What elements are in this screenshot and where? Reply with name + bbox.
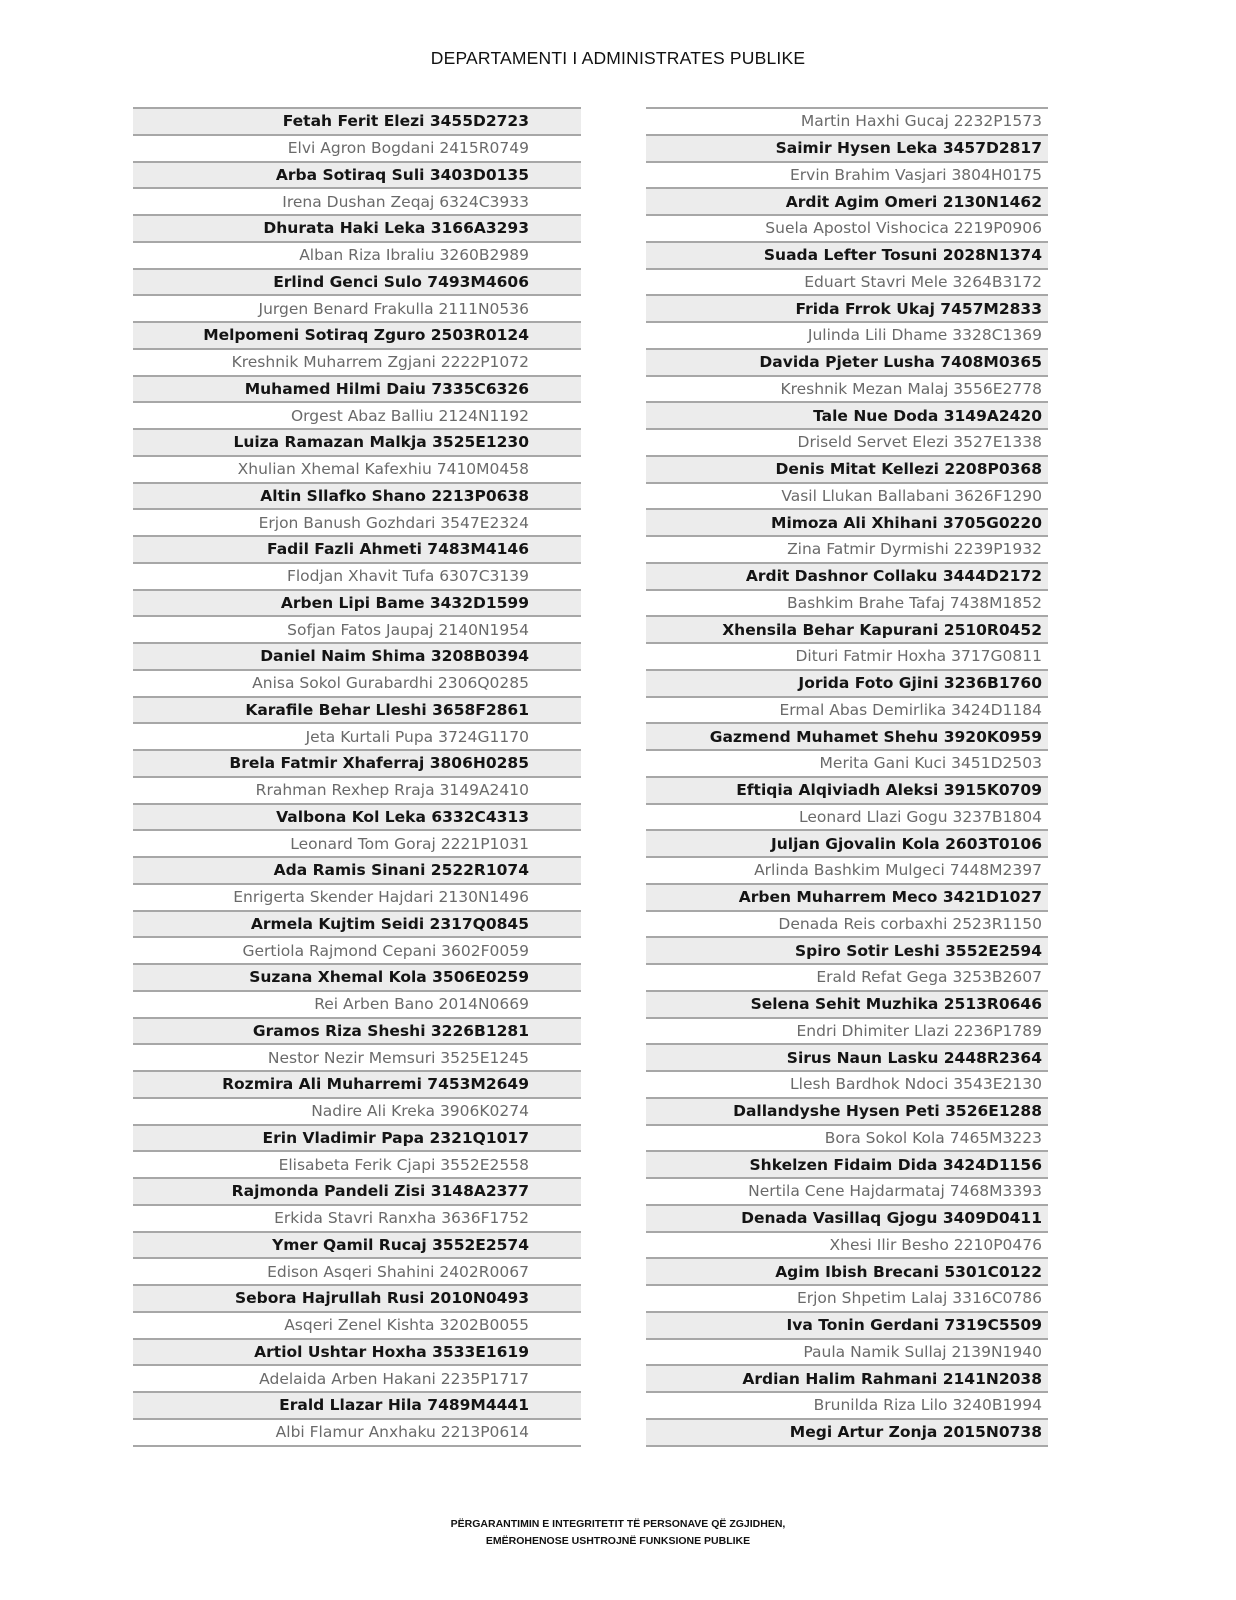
list-item [646, 1097, 1048, 1124]
list-item [646, 1204, 1048, 1231]
list-item [133, 1204, 581, 1231]
list-item [646, 1043, 1048, 1070]
list-item [133, 1284, 581, 1311]
person-entry: Ada Ramis Sinani 2522R1074 [273, 861, 529, 880]
list-item [646, 1150, 1048, 1177]
person-entry: Edison Asqeri Shahini 2402R0067 [267, 1262, 529, 1281]
person-entry: Gazmend Muhamet Shehu 3920K0959 [709, 727, 1042, 746]
right-name-list [646, 107, 1048, 1447]
list-item [133, 1418, 581, 1445]
list-item [646, 535, 1048, 562]
list-item [646, 455, 1048, 482]
person-entry: Martin Haxhi Gucaj 2232P1573 [800, 112, 1042, 131]
person-entry: Davida Pjeter Lusha 7408M0365 [759, 353, 1042, 372]
person-entry: Asqeri Zenel Kishta 3202B0055 [284, 1316, 529, 1335]
person-entry: Sofjan Fatos Jaupaj 2140N1954 [287, 620, 529, 639]
list-item [133, 321, 581, 348]
list-item [646, 1070, 1048, 1097]
list-item [646, 187, 1048, 214]
person-entry: Leonard Llazi Gogu 3237B1804 [799, 807, 1042, 826]
person-entry: Endri Dhimiter Llazi 2236P1789 [796, 1021, 1042, 1040]
list-item [646, 508, 1048, 535]
person-entry: Denada Reis corbaxhi 2523R1150 [778, 914, 1042, 933]
person-entry: Jorida Foto Gjini 3236B1760 [798, 674, 1042, 693]
person-entry: Kreshnik Muharrem Zgjani 2222P1072 [231, 353, 529, 372]
person-entry: Mimoza Ali Xhihani 3705G0220 [771, 513, 1042, 532]
list-item [646, 910, 1048, 937]
list-item [646, 241, 1048, 268]
person-entry: Suada Lefter Tosuni 2028N1374 [763, 246, 1042, 265]
person-entry: Bashkim Brahe Tafaj 7438M1852 [787, 593, 1042, 612]
person-entry: Llesh Bardhok Ndoci 3543E2130 [790, 1075, 1042, 1094]
list-item [133, 401, 581, 428]
person-entry: Ardit Dashnor Collaku 3444D2172 [745, 567, 1042, 586]
list-item [133, 1097, 581, 1124]
person-entry: Julinda Lili Dhame 3328C1369 [807, 326, 1042, 345]
list-item [646, 990, 1048, 1017]
person-entry: Nadire Ali Kreka 3906K0274 [311, 1102, 529, 1121]
list-item [133, 1043, 581, 1070]
person-entry: Erald Llazar Hila 7489M4441 [279, 1396, 529, 1415]
person-entry: Eduart Stavri Mele 3264B3172 [804, 272, 1042, 291]
footer-line-2: EMËROHENOSE USHTROJNË FUNKSIONE PUBLIKE [485, 1535, 751, 1547]
list-item [133, 1311, 581, 1338]
person-entry: Armela Kujtim Seidi 2317Q0845 [250, 914, 529, 933]
list-item [133, 294, 581, 321]
person-entry: Enrigerta Skender Hajdari 2130N1496 [233, 888, 529, 907]
list-item [133, 910, 581, 937]
person-entry: Arben Muharrem Meco 3421D1027 [738, 888, 1042, 907]
list-item [133, 696, 581, 723]
person-entry: Melpomeni Sotiraq Zguro 2503R0124 [203, 326, 529, 345]
person-entry: Nestor Nezir Memsuri 3525E1245 [267, 1048, 529, 1067]
person-entry: Dallandyshe Hysen Peti 3526E1288 [733, 1102, 1042, 1121]
list-item [133, 1364, 581, 1391]
list-item [646, 669, 1048, 696]
list-item [646, 161, 1048, 188]
person-entry: Adelaida Arben Hakani 2235P1717 [259, 1369, 529, 1388]
person-entry: Anisa Sokol Gurabardhi 2306Q0285 [252, 674, 529, 693]
person-entry: Suela Apostol Vishocica 2219P0906 [765, 219, 1042, 238]
list-item [646, 1124, 1048, 1151]
person-entry: Artiol Ushtar Hoxha 3533E1619 [254, 1342, 529, 1361]
person-entry: Erkida Stavri Ranxha 3636F1752 [274, 1209, 529, 1228]
list-item [133, 375, 581, 402]
list-item [646, 1391, 1048, 1418]
list-item [133, 936, 581, 963]
list-item [646, 856, 1048, 883]
list-item [133, 562, 581, 589]
list-item [133, 1177, 581, 1204]
person-entry: Jurgen Benard Frakulla 2111N0536 [258, 299, 529, 318]
list-item [133, 1257, 581, 1284]
list-item [133, 1391, 581, 1418]
person-entry: Vasil Llukan Ballabani 3626F1290 [781, 486, 1042, 505]
person-entry: Xhulian Xhemal Kafexhiu 7410M0458 [237, 460, 529, 479]
person-entry: Kreshnik Mezan Malaj 3556E2778 [780, 379, 1042, 398]
person-entry: Ermal Abas Demirlika 3424D1184 [779, 700, 1042, 719]
list-item [646, 1338, 1048, 1365]
list-item [133, 187, 581, 214]
list-item [646, 107, 1048, 134]
list-item [646, 134, 1048, 161]
person-entry: Iva Tonin Gerdani 7319C5509 [786, 1316, 1042, 1335]
list-item [646, 1257, 1048, 1284]
person-entry: Luiza Ramazan Malkja 3525E1230 [233, 433, 529, 452]
list-item [133, 749, 581, 776]
list-item [133, 1124, 581, 1151]
person-entry: Rrahman Rexhep Rraja 3149A2410 [255, 781, 529, 800]
list-item [646, 803, 1048, 830]
person-entry: Fetah Ferit Elezi 3455D2723 [282, 112, 529, 131]
list-item [646, 936, 1048, 963]
list-item [646, 1364, 1048, 1391]
list-item [646, 589, 1048, 616]
person-entry: Suzana Xhemal Kola 3506E0259 [249, 968, 529, 987]
list-item [133, 1150, 581, 1177]
person-entry: Arlinda Bashkim Mulgeci 7448M2397 [754, 861, 1042, 880]
person-entry: Ymer Qamil Rucaj 3552E2574 [272, 1235, 529, 1254]
list-item [133, 963, 581, 990]
list-bottom-rule [133, 1445, 581, 1447]
person-entry: Irena Dushan Zeqaj 6324C3933 [282, 192, 529, 211]
list-item [133, 722, 581, 749]
person-entry: Merita Gani Kuci 3451D2503 [819, 754, 1042, 773]
person-entry: Brunilda Riza Lilo 3240B1994 [813, 1396, 1042, 1415]
list-item [133, 1231, 581, 1258]
footer-line-1: PËRGARANTIMIN E INTEGRITETIT TË PERSONAVE QË ZGJIDHEN, [450, 1518, 786, 1530]
person-entry: Brela Fatmir Xhaferraj 3806H0285 [229, 754, 529, 773]
person-entry: Frida Frrok Ukaj 7457M2833 [795, 299, 1042, 318]
person-entry: Selena Sehit Muzhika 2513R0646 [750, 995, 1042, 1014]
list-item [133, 589, 581, 616]
person-entry: Arben Lipi Bame 3432D1599 [280, 593, 529, 612]
person-entry: Tale Nue Doda 3149A2420 [813, 406, 1042, 425]
person-entry: Gramos Riza Sheshi 3226B1281 [252, 1021, 529, 1040]
list-item [646, 401, 1048, 428]
person-entry: Rajmonda Pandeli Zisi 3148A2377 [231, 1182, 529, 1201]
person-entry: Albi Flamur Anxhaku 2213P0614 [275, 1423, 529, 1442]
person-entry: Elisabeta Ferik Cjapi 3552E2558 [278, 1155, 529, 1174]
left-name-list [133, 107, 581, 1447]
list-item [133, 642, 581, 669]
list-item [646, 1284, 1048, 1311]
list-item [646, 375, 1048, 402]
list-item [133, 161, 581, 188]
person-entry: Leonard Tom Goraj 2221P1031 [290, 834, 529, 853]
person-entry: Erlind Genci Sulo 7493M4606 [273, 272, 529, 291]
list-item [646, 321, 1048, 348]
person-entry: Rei Arben Bano 2014N0669 [314, 995, 529, 1014]
person-entry: Dituri Fatmir Hoxha 3717G0811 [795, 647, 1042, 666]
list-item [646, 883, 1048, 910]
list-item [646, 1231, 1048, 1258]
list-item [646, 428, 1048, 455]
list-item [133, 214, 581, 241]
list-bottom-rule [646, 1445, 1048, 1447]
list-item [646, 776, 1048, 803]
person-entry: Juljan Gjovalin Kola 2603T0106 [770, 834, 1042, 853]
list-item [646, 1418, 1048, 1445]
list-item [133, 1338, 581, 1365]
list-item [133, 776, 581, 803]
list-item [646, 615, 1048, 642]
person-entry: Gertiola Rajmond Cepani 3602F0059 [242, 941, 529, 960]
list-item [133, 482, 581, 509]
person-entry: Altin Sllafko Shano 2213P0638 [260, 486, 529, 505]
person-entry: Xhesi Ilir Besho 2210P0476 [829, 1235, 1042, 1254]
person-entry: Xhensila Behar Kapurani 2510R0452 [722, 620, 1042, 639]
list-item [133, 883, 581, 910]
list-item [133, 134, 581, 161]
list-item [133, 856, 581, 883]
person-entry: Rozmira Ali Muharremi 7453M2649 [222, 1075, 529, 1094]
person-entry: Zina Fatmir Dyrmishi 2239P1932 [787, 540, 1042, 559]
person-entry: Erald Refat Gega 3253B2607 [816, 968, 1042, 987]
person-entry: Agim Ibish Brecani 5301C0122 [775, 1262, 1042, 1281]
person-entry: Erjon Shpetim Lalaj 3316C0786 [796, 1289, 1042, 1308]
person-entry: Arba Sotiraq Suli 3403D0135 [275, 165, 529, 184]
person-entry: Fadil Fazli Ahmeti 7483M4146 [267, 540, 529, 559]
person-entry: Ervin Brahim Vasjari 3804H0175 [790, 165, 1042, 184]
person-entry: Paula Namik Sullaj 2139N1940 [803, 1342, 1042, 1361]
person-entry: Elvi Agron Bogdani 2415R0749 [287, 139, 529, 158]
person-entry: Flodjan Xhavit Tufa 6307C3139 [286, 567, 529, 586]
person-entry: Spiro Sotir Leshi 3552E2594 [794, 941, 1042, 960]
person-entry: Sebora Hajrullah Rusi 2010N0493 [234, 1289, 529, 1308]
person-entry: Driseld Servet Elezi 3527E1338 [797, 433, 1042, 452]
list-item [133, 1070, 581, 1097]
person-entry: Denis Mitat Kellezi 2208P0368 [775, 460, 1042, 479]
list-item [133, 268, 581, 295]
list-item [646, 963, 1048, 990]
list-item [646, 348, 1048, 375]
list-item [133, 669, 581, 696]
person-entry: Nertila Cene Hajdarmataj 7468M3393 [748, 1182, 1042, 1201]
list-item [133, 107, 581, 134]
person-entry: Dhurata Haki Leka 3166A3293 [263, 219, 529, 238]
list-item [133, 803, 581, 830]
list-item [133, 348, 581, 375]
person-entry: Sirus Naun Lasku 2448R2364 [786, 1048, 1042, 1067]
person-entry: Bora Sokol Kola 7465M3223 [824, 1128, 1042, 1147]
list-item [133, 829, 581, 856]
list-item [646, 482, 1048, 509]
list-item [646, 1177, 1048, 1204]
person-entry: Eftiqia Alqiviadh Aleksi 3915K0709 [736, 781, 1042, 800]
list-item [133, 508, 581, 535]
person-entry: Ardit Agim Omeri 2130N1462 [785, 192, 1042, 211]
person-entry: Ardian Halim Rahmani 2141N2038 [742, 1369, 1042, 1388]
list-item [133, 455, 581, 482]
list-item [133, 535, 581, 562]
person-entry: Shkelzen Fidaim Dida 3424D1156 [749, 1155, 1042, 1174]
list-item [133, 990, 581, 1017]
person-entry: Denada Vasillaq Gjogu 3409D0411 [741, 1209, 1042, 1228]
list-item [646, 749, 1048, 776]
list-item [646, 294, 1048, 321]
person-entry: Jeta Kurtali Pupa 3724G1170 [305, 727, 529, 746]
list-item [646, 268, 1048, 295]
person-entry: Muhamed Hilmi Daiu 7335C6326 [244, 379, 529, 398]
person-entry: Erjon Banush Gozhdari 3547E2324 [258, 513, 529, 532]
list-item [646, 1017, 1048, 1044]
list-item [646, 214, 1048, 241]
list-item [133, 1017, 581, 1044]
person-entry: Orgest Abaz Balliu 2124N1192 [290, 406, 529, 425]
list-item [133, 428, 581, 455]
person-entry: Megi Artur Zonja 2015N0738 [789, 1423, 1042, 1442]
list-item [646, 1311, 1048, 1338]
list-item [646, 562, 1048, 589]
list-item [646, 829, 1048, 856]
list-item [133, 241, 581, 268]
person-entry: Daniel Naim Shima 3208B0394 [260, 647, 529, 666]
person-entry: Karafile Behar Lleshi 3658F2861 [245, 700, 529, 719]
person-entry: Saimir Hysen Leka 3457D2817 [775, 139, 1042, 158]
list-item [646, 722, 1048, 749]
person-entry: Erin Vladimir Papa 2321Q1017 [262, 1128, 529, 1147]
list-item [646, 696, 1048, 723]
list-item [646, 642, 1048, 669]
person-entry: Alban Riza Ibraliu 3260B2989 [299, 246, 529, 265]
list-item [133, 615, 581, 642]
page-title: DEPARTAMENTI I ADMINISTRATES PUBLIKE [430, 48, 806, 68]
page-footer [0, 1516, 1236, 1550]
person-entry: Valbona Kol Leka 6332C4313 [276, 807, 529, 826]
